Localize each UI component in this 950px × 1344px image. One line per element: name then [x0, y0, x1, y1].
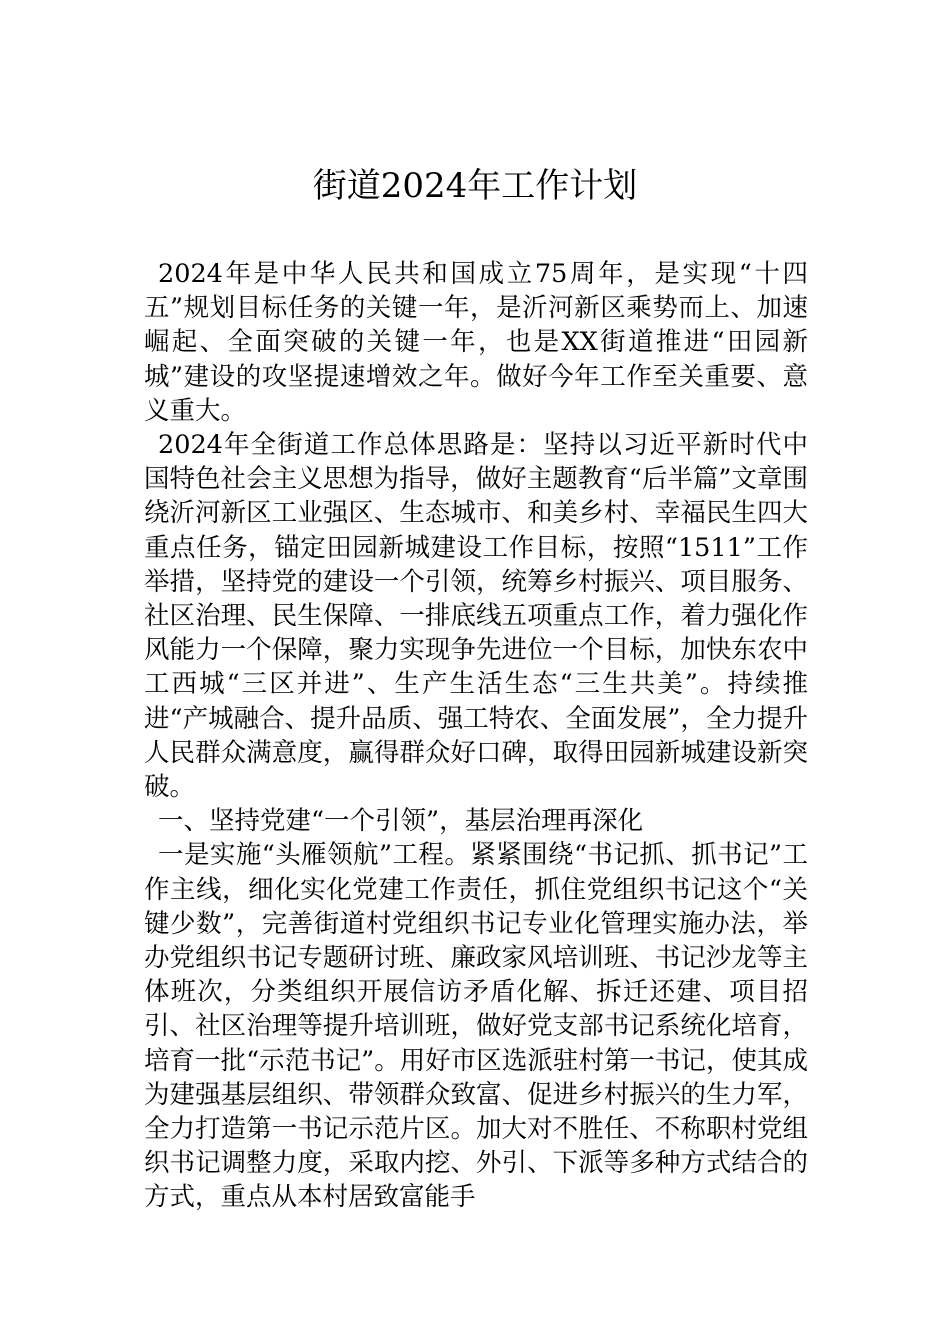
- section-heading: 一、坚持党建“一个引领”，基层治理再深化: [158, 806, 644, 837]
- section-paragraph: 一是实施“头雁领航”工程。紧紧围绕“书记抓、抓书记”工作主线，细化实化党建工作责任，抓住党组织书记这个“关键少数”，完善街道村党组织书记专业化管理实施办法，举办党组织书记专题研讨班、廉政家风培训班、书记沙龙等主体班次，分类组织开展信访矛盾化解、拆迁还建、项目招引、社区治理等提升培训班，做好党支部书记系统化培育，培育一批“示范书记”。用好市区选派驻村第一书记，使其成为建强基层组织、带领群众致富、促进乡村振兴的生力军，全力打造第一书记示范片区。加大对不胜任、不称职村党组织书记调整力度，采取内挖、外引、下派等多种方式结合的方式，重点从本村居致富能手: [144, 840, 808, 1213]
- overall-approach-paragraph: 2024年全街道工作总体思路是：坚持以习近平新时代中国特色社会主义思想为指导，做好主题教育“后半篇”文章围绕沂河新区工业强区、生态城市、和美乡村、幸福民生四大重点任务，锚定田园新城建设工作目标，按照“1511”工作举措，坚持党的建设一个引领，统筹乡村振兴、项目服务、社区治理、民生保障、一排底线五项重点工作，着力强化作风能力一个保障，聚力实现争先进位一个目标，加快东农中工西城“三区并进”、生产生活生态“三生共美”。持续推进“产城融合、提升品质、强工特农、全面发展”，全力提升人民群众满意度，赢得群众好口碑，取得田园新城建设新突破。: [144, 430, 808, 803]
- intro-paragraph: 2024年是中华人民共和国成立75周年，是实现“十四五”规划目标任务的关键一年，是沂河新区乘势而上、加速崛起、全面突破的关键一年，也是XX街道推进“田园新城”建设的攻坚提速增效之年。做好今年工作至关重要、意义重大。: [144, 259, 808, 426]
- document-title: 街道2024年工作计划: [312, 166, 638, 206]
- document-body: [144, 257, 808, 1215]
